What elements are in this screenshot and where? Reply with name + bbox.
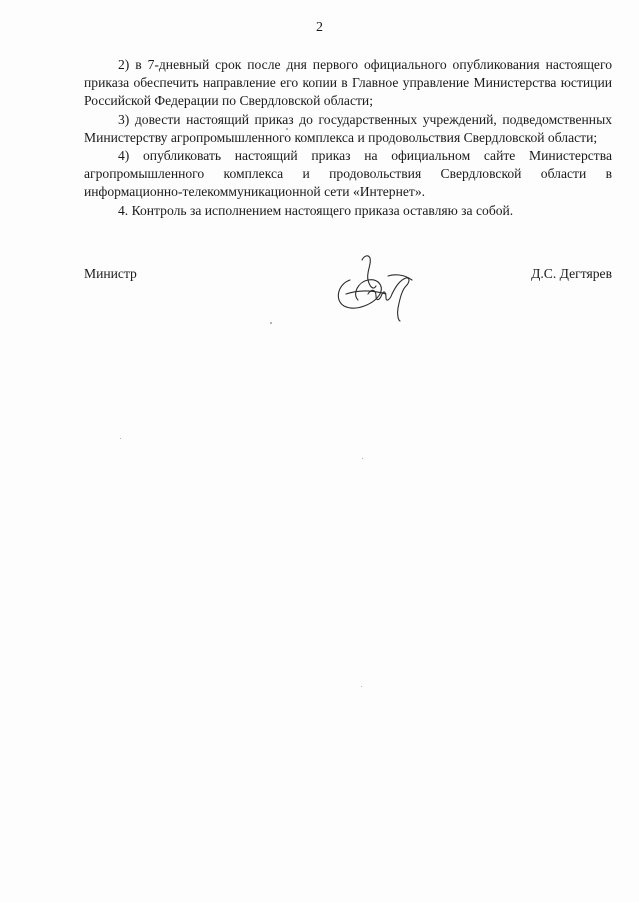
scan-speck <box>120 438 121 439</box>
scan-speck <box>286 128 288 130</box>
paragraph-control-clause: 4. Контроль за исполнением настоящего приказа оставляю за собой. <box>118 202 514 218</box>
scan-speck <box>361 686 362 687</box>
paragraph-item-4: 4) опубликовать настоящий приказ на официальном сайте Министерства агропромышленного комплекса и продовольствия Свердловской области в информационно-телекоммуникационной сети «Интернет». <box>84 148 612 200</box>
handwritten-signature-icon <box>328 250 428 322</box>
signature-block <box>84 258 612 328</box>
signer-name: Д.С. Дегтярев <box>531 266 612 281</box>
scan-speck <box>362 458 363 459</box>
document-body <box>84 56 612 220</box>
signer-position: Министр <box>84 266 137 281</box>
paragraph-item-3: 3) довести настоящий приказ до государственных учреждений, подведомственных Министерству агропромышленного комплекса и продовольствия Свердловской области; <box>84 111 612 145</box>
page-number: 2 <box>316 20 323 35</box>
paragraph-item-2: 2) в 7-дневный срок после дня первого официального опубликования настоящего приказа обеспечить направление его копии в Главное управление Министерства юстиции Российской Федерации по Свердловской области; <box>84 57 612 109</box>
scan-speck <box>270 322 272 324</box>
